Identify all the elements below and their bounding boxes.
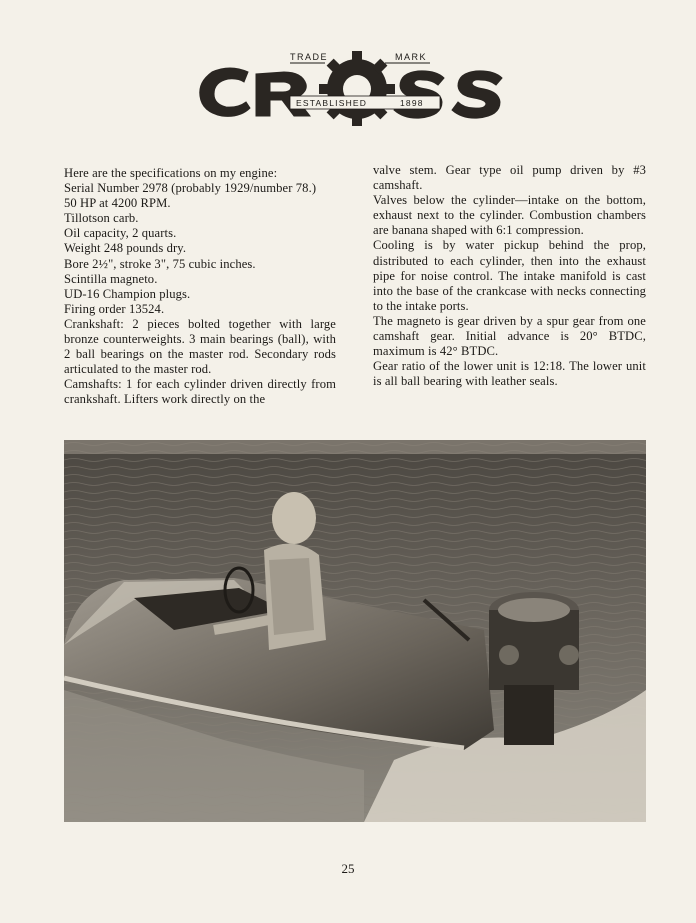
gear-icon bbox=[319, 51, 395, 126]
spec-paragraph: Crankshaft: 2 pieces bolted together with large bronze counterweights. 3 main bearings (ball), with 2 ball bearings on the master rod. Secondary rods articulated to the master rod. bbox=[64, 316, 336, 377]
spec-line: Firing order 13524. bbox=[64, 301, 165, 316]
spec-paragraph: The magneto is gear driven by a spur gear from one camshaft gear. Initial advance is 20° BTDC, maximum is 42° BTDC. bbox=[373, 313, 646, 359]
logo-year-text: 1898 bbox=[400, 98, 424, 108]
spec-line: UD-16 Champion plugs. bbox=[64, 286, 191, 301]
logo-established-text: ESTABLISHED bbox=[296, 98, 368, 108]
spec-column-right bbox=[373, 163, 646, 389]
spec-line: Oil capacity, 2 quarts. bbox=[64, 226, 177, 241]
spec-line: Here are the specifications on my engine: bbox=[64, 166, 278, 180]
spec-paragraph: Gear ratio of the lower unit is 12:18. The lower unit is all ball bearing with leather seals. bbox=[373, 359, 646, 389]
spec-line: Scintilla magneto. bbox=[64, 271, 158, 286]
logo-mark-text: MARK bbox=[395, 52, 428, 62]
cross-trademark-logo bbox=[190, 42, 520, 126]
spec-paragraph: valve stem. Gear type oil pump driven by #3 camshaft. bbox=[373, 163, 646, 193]
logo-trade-text: TRADE bbox=[290, 52, 329, 62]
page-number: 25 bbox=[341, 861, 355, 876]
spec-line: 50 HP at 4200 RPM. bbox=[64, 196, 171, 211]
boat-photograph bbox=[64, 440, 646, 822]
spec-line: Serial Number 2978 (probably 1929/number 78.) bbox=[64, 181, 317, 196]
spec-line: Tillotson carb. bbox=[64, 211, 139, 226]
spec-line: Bore 2½", stroke 3", 75 cubic inches. bbox=[64, 256, 256, 271]
spec-column-left bbox=[64, 166, 336, 408]
spec-line: Weight 248 pounds dry. bbox=[64, 241, 187, 256]
spec-paragraph: Cooling is by water pickup behind the prop, distributed to each cylinder, then into the exhaust pipe for noise control. The intake manifold is cast into the base of the crankcase with necks connecting to the intake ports. bbox=[373, 238, 646, 313]
spec-paragraph: Camshafts: 1 for each cylinder driven directly from crankshaft. Lifters work directly on the bbox=[64, 377, 336, 407]
spec-paragraph: Valves below the cylinder—intake on the bottom, exhaust next to the cylinder. Combustion chambers are banana shaped with 6:1 compression. bbox=[373, 193, 646, 238]
